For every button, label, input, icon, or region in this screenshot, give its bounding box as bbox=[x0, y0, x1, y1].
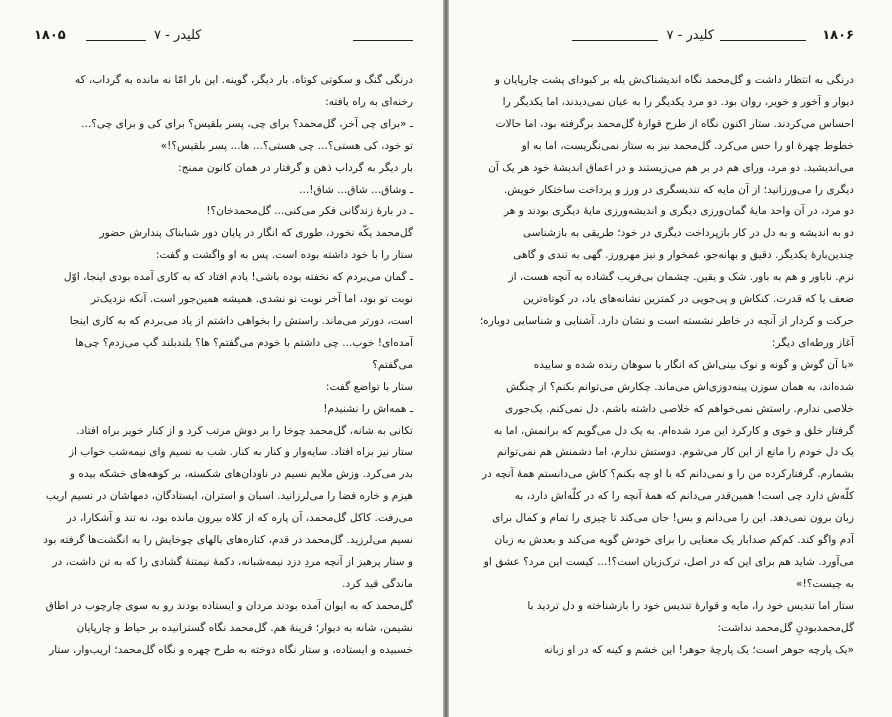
text-line: خسبیده و ایستاده، و ستار نگاه دوخته به طرح چهره و نگاه گل‌محمد؛ اریب‌وار، ستار bbox=[49, 643, 413, 656]
text-line: نوبت تو بود، اما آخر نوبت نو نشدی. همیشه همین‌جور است. آنکه نزدیک‌تر bbox=[90, 293, 413, 306]
text-line: ـ وشاق... شاق... شاق!... bbox=[299, 183, 413, 196]
text-line: دیوار و آخور و خویر، روان بود. دو مرد یکدیگر را به عیان نمی‌دیدند، اما یکدیگر را bbox=[502, 95, 854, 108]
text-line: ضعف یا که قدرت. کنکاش و پی‌جویی در کمترین نشانه‌های یاد، در کوتاه‌ترین bbox=[522, 293, 854, 306]
text-line: می‌گفتم؟ bbox=[372, 358, 413, 371]
right-page-number: ۱۸۰۶ bbox=[822, 28, 854, 43]
text-line: چندین‌بارهٔ یکدیگر. دقیق و بهانه‌جو، غمخوار و نیز مهرورز. گهی به تندی و گاهی bbox=[513, 249, 854, 262]
text-line: می‌آورد. شاید هم برای این که در اصل، ترک‌زبان است؟!... کیست این مرد؟ عشق او bbox=[483, 555, 854, 568]
left-page-number: ۱۸۰۵ bbox=[34, 28, 66, 43]
header-rule bbox=[86, 40, 146, 41]
text-line: نرم. ناباور و هم به باور. شک و یقین. چشمان بی‌فریب گشاده به آنچه هست، از bbox=[508, 271, 854, 284]
text-line: ـ گمان می‌بردم که نخفته بوده باشی! یادم افتاد که به کاری آمده بودی اینجا، اوّل bbox=[63, 271, 413, 284]
left-page bbox=[0, 0, 443, 717]
text-line: رخنه‌ای به راه یافته: bbox=[325, 95, 413, 108]
header-rule bbox=[720, 40, 806, 41]
left-page-header bbox=[34, 28, 413, 54]
text-line: حرکت و کردار از آنچه در خاطر نشسته است و نشان دارد. آشنایی و شناسایی دوباره؛ bbox=[479, 314, 854, 327]
text-line: آدم واگو کند. کم‌کم صدابار یک معنایی را برای خودش گویه می‌کند و بعدش به زبان bbox=[494, 534, 854, 547]
text-line: احساس می‌کردند. ستار اکنون نگاه از طرح قوارهٔ گل‌محمد برگرفته بود، اما حالات bbox=[495, 117, 854, 130]
text-line: زبان برون نمی‌دهد. این را می‌دانم و بس! جان می‌کند تا چیزی را تمام و کمال برای bbox=[492, 512, 854, 525]
text-line: ماندگی قید کرد. bbox=[342, 577, 413, 590]
text-line: «یک پارچه جوهر است؛ یک پارچهٔ جوهر! این خشم و کینه که در او زبانه bbox=[543, 643, 854, 656]
text-line: گل‌محمد که به ایوان آمده بودند مردان و ایستاده بودند رو به سوی چارچوب در اطاق bbox=[45, 599, 413, 612]
text-line: شده‌اند، به همان سوزن پینه‌دوزی‌اش می‌ماند. چکارش می‌توانم بکنم؟ از چنگش bbox=[506, 380, 854, 393]
text-line: درنگی گنگ و سکوتی کوتاه. بار دیگر، گوینه. این بار امّا نه مانده به گرداب، که bbox=[74, 74, 413, 86]
text-line: بار دیگر به گرداب ذهن و گرفتار در همان کانون ممنج: bbox=[178, 161, 413, 174]
text-line: خطوط چهرهٔ او را حس می‌کرد. گل‌محمد نیز به ستار نمی‌نگریست، اما به او bbox=[521, 139, 854, 152]
left-running-title: کلیدر - ۷ bbox=[154, 28, 202, 43]
right-page bbox=[449, 0, 892, 717]
text-line: می‌رفت. کاکل گل‌محمد، آن پاره که از کلاه بیرون مانده بود، نه تند و آشکارا، در bbox=[66, 512, 413, 525]
header-rule bbox=[353, 40, 413, 41]
text-line: کلّه‌ش دارد چی است! همین‌قدر می‌دانم که همهٔ آنچه را که در کلّه‌اش دارد، به bbox=[514, 490, 854, 503]
text-line: آغاز ورطه‌ای دیگر: bbox=[771, 336, 854, 349]
text-line: است، دورتر می‌ماند. راستش را بخواهی داشتم از یاد می‌بردم که به کاری اینجا bbox=[69, 314, 413, 327]
text-line: به چیست؟!» bbox=[796, 577, 854, 590]
text-line: ـ همه‌اش را نشنیدم! bbox=[323, 402, 413, 415]
right-page-header bbox=[477, 28, 854, 54]
header-rule bbox=[572, 40, 658, 41]
text-line: «با آن گوش و گونه و نوک بینی‌اش که انگار با سوهان رنده شده و ساییده bbox=[533, 358, 854, 371]
text-line: تو خود، کی هستی؟... چی هستی؟... ها... پسر بلقیس؟!» bbox=[160, 139, 413, 152]
text-line: گرفتار خلق و خوی و کارکرد این مرد شده‌ام. به یک دل می‌گویم که برانمش، اما به bbox=[493, 424, 854, 437]
text-line: ـ «برای چی آخر، گل‌محمد؟ برای چی، پسر بلقیس؟ برای کی و برای چی؟... bbox=[81, 117, 413, 130]
text-line: هیزم و خاره فضا را می‌لرزانید. اسبان و استران، ایستادگان، دمهاشان در نسیم اریب bbox=[45, 490, 413, 503]
text-line: درنگی به انتظار داشت و گل‌محمد نگاه اندیشناک‌ش یله بر کبودای پشت چارپایان و bbox=[494, 74, 854, 86]
text-line: یک دل خودم را مانع از این کار می‌شوم. دوستش ندارم، اما دشمنش هم نمی‌توانم bbox=[496, 446, 854, 459]
text-line: تکانی به شانه، گل‌محمد چوخا را بر دوش مرتب کرد و از کنار خویر براه افتاد. bbox=[76, 424, 413, 437]
text-line: گل‌محمد یکّه نخورد، طوری که انگار در پایان دور شبابناک پندارش حضور bbox=[99, 227, 413, 240]
text-line: گل‌محمدبودنِ گل‌محمد نداشت: bbox=[717, 621, 854, 634]
text-line: دو مرد، در آن واحد مایهٔ گمان‌ورزی دیگری و اندیشه‌ورزی مایهٔ دیگری بودند و هر bbox=[503, 205, 854, 218]
right-page-text bbox=[477, 70, 854, 707]
text-line: بدر می‌کرد. وزش ملایم نسیم در ناودان‌های شکسته، بر کوهه‌های خشکه بیده و bbox=[69, 468, 413, 481]
text-line: خلاصی ندارم. راستش نمی‌خواهم که خلاصی داشته باشم. دل نمی‌کنم. یک‌جوری bbox=[504, 402, 854, 415]
text-line: نسیم می‌لرزید. گل‌محمد در قدم، کناره‌های بالهای چوخایش را به انگشت‌ها گرفته بود bbox=[43, 534, 413, 547]
text-line: و ستار پرهیز از آنچه مردِ دزد نیمه‌شبانه، دکمهٔ نیمتنهٔ گشادی را که به تن داشت، در bbox=[52, 555, 413, 568]
text-line: آمده‌ای! خوب... چی داشتم با خودم می‌گفتم؟ ها؟ بلندبلند گپ می‌زدم؟ چی‌ها bbox=[75, 336, 413, 349]
right-running-title: کلیدر - ۷ bbox=[666, 28, 714, 43]
text-line: ستار نیز براه افتاد. سایه‌وار و کنار به کنار. شب به نسیم وای نیمه‌شب خواب از bbox=[68, 446, 413, 459]
text-line: بشمارم. گرفتارکرده من را و نمی‌دانم که با او چه بکنم؟ کاش می‌دانستم همهٔ آنچه در bbox=[482, 468, 854, 481]
text-line: ستار اما تندیس خود را، مایه و قوارهٔ تندیس خود را بازشناخته و دل تردید با bbox=[527, 599, 854, 612]
text-line: ـ در بارهٔ زندگانی فکر می‌کنی... گل‌محمدخان؟! bbox=[206, 205, 413, 218]
text-line: نشیمن، شانه به دیوار؛ قرینهٔ هم. گل‌محمد نگاه گسترانیده بر حیاط و چارپایان bbox=[76, 621, 413, 634]
left-page-text bbox=[34, 70, 413, 707]
text-line: ستار را با خود داشته بوده است. پس به او واگشت و گفت: bbox=[155, 249, 413, 262]
text-line: می‌اندیشید. دو مرد، ورای هم در بر هم می‌زیستند و در اعماق اندیشهٔ خود هر یک آن bbox=[488, 161, 854, 174]
text-line: دو به اندیشه و به دل در کار بازپرداخت دیگری در خود؛ طریقی به بازشناسی bbox=[522, 227, 854, 240]
text-line: ستار با تواضع گفت: bbox=[325, 380, 413, 393]
text-line: دیگری را می‌ورزانید؛ از آن مایه که تندیسگری در ورز و پرداخت ساختکار خویش. bbox=[503, 183, 854, 196]
